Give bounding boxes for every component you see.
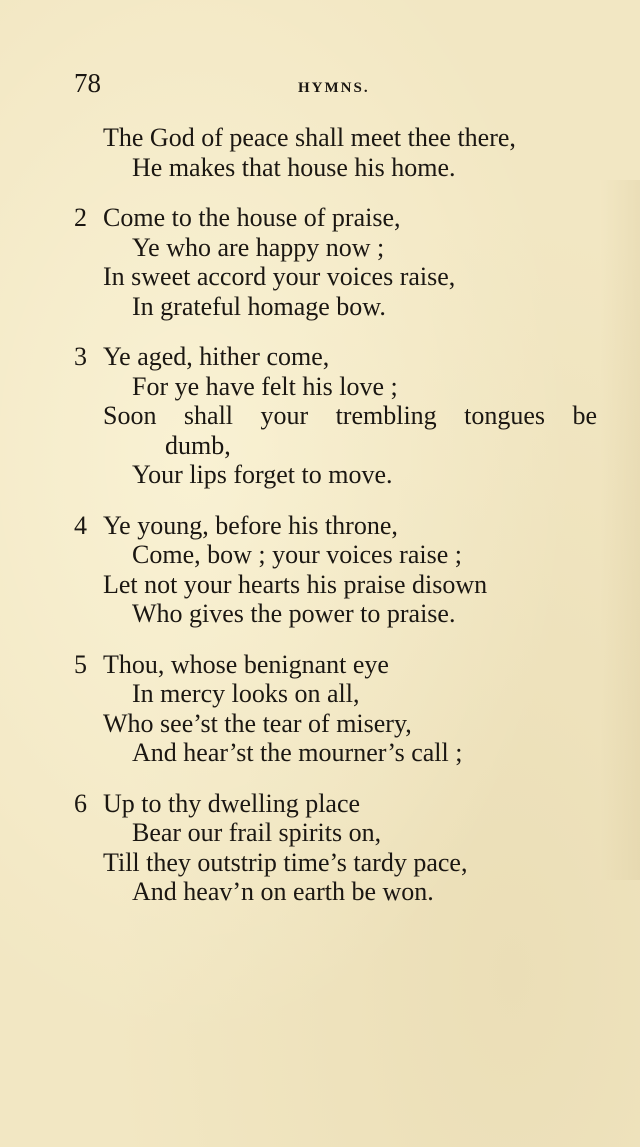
verse-line-text: Thou, whose benignant eye bbox=[103, 649, 389, 679]
verse-line bbox=[0, 460, 640, 490]
verse-line bbox=[0, 342, 640, 372]
page-number: 78 bbox=[74, 68, 101, 98]
stanza-number: 6 bbox=[74, 788, 87, 818]
verse-line bbox=[0, 877, 640, 907]
verse-line-text: Ye young, before his throne, bbox=[103, 510, 398, 540]
verse-line bbox=[0, 401, 640, 431]
verse-line-text: The God of peace shall meet thee there, bbox=[103, 123, 516, 152]
stanza-continued bbox=[0, 123, 640, 182]
verse-line-text: In mercy looks on all, bbox=[132, 679, 360, 708]
verse-line bbox=[0, 153, 640, 183]
stanza-number: 2 bbox=[74, 203, 87, 232]
verse-line-text: Ye aged, hither come, bbox=[103, 342, 330, 371]
verse-line-text: And hear’st the mourner’s call ; bbox=[132, 738, 463, 767]
verse-line bbox=[0, 540, 640, 570]
verse-line-text: Till they outstrip time’s tardy pace, bbox=[103, 847, 468, 877]
verse-line-text: Your lips forget to move. bbox=[132, 460, 393, 489]
verse-line bbox=[0, 262, 640, 292]
stanza-number: 4 bbox=[74, 510, 87, 540]
verse-line-text: He makes that house his home. bbox=[132, 152, 456, 182]
verse-line-text: Who gives the power to praise. bbox=[132, 599, 456, 628]
verse-line-text: In sweet accord your voices raise, bbox=[103, 262, 456, 291]
verse-line bbox=[0, 738, 640, 768]
verse-line-text: Let not your hearts his praise disown bbox=[103, 569, 488, 599]
running-head: HYMNS. bbox=[298, 80, 370, 96]
verse-line bbox=[0, 650, 640, 680]
verse-line bbox=[0, 203, 640, 233]
verse-line-text: For ye have felt his love ; bbox=[132, 371, 398, 401]
verse-line-text: In grateful homage bow. bbox=[132, 291, 386, 321]
stanza-number: 3 bbox=[74, 342, 87, 371]
verse-line-text: Up to thy dwelling place bbox=[103, 788, 361, 818]
verse-line bbox=[0, 848, 640, 878]
verse-line-text: Come to the house of praise, bbox=[103, 203, 401, 232]
stanza-number: 5 bbox=[74, 649, 87, 679]
verse-line bbox=[0, 431, 640, 461]
verse-line bbox=[0, 372, 640, 402]
verse-line bbox=[0, 233, 640, 263]
verse-line-text: Come, bow ; your voices raise ; bbox=[132, 540, 462, 569]
hymn-text bbox=[0, 123, 640, 907]
stanza-2 bbox=[0, 203, 640, 321]
verse-line bbox=[0, 709, 640, 739]
verse-line-text: And heav’n on earth be won. bbox=[132, 877, 434, 906]
verse-line bbox=[0, 292, 640, 322]
verse-line bbox=[0, 511, 640, 541]
verse-line-text: Bear our frail spirits on, bbox=[132, 818, 382, 847]
stanza-6 bbox=[0, 789, 640, 907]
verse-line bbox=[0, 599, 640, 629]
verse-line bbox=[0, 679, 640, 709]
verse-line-text: dumb, bbox=[165, 430, 231, 460]
verse-line bbox=[0, 123, 640, 153]
verse-line-text: Who see’st the tear of misery, bbox=[103, 708, 412, 738]
verse-line-text: Soon shall your trembling tongues be bbox=[103, 401, 597, 430]
verse-line-text: Ye who are happy now ; bbox=[132, 232, 385, 262]
verse-line bbox=[0, 789, 640, 819]
verse-line bbox=[0, 818, 640, 848]
stanza-3 bbox=[0, 342, 640, 490]
stanza-4 bbox=[0, 511, 640, 629]
verse-line bbox=[0, 570, 640, 600]
stanza-5 bbox=[0, 650, 640, 768]
page-header bbox=[74, 68, 576, 104]
